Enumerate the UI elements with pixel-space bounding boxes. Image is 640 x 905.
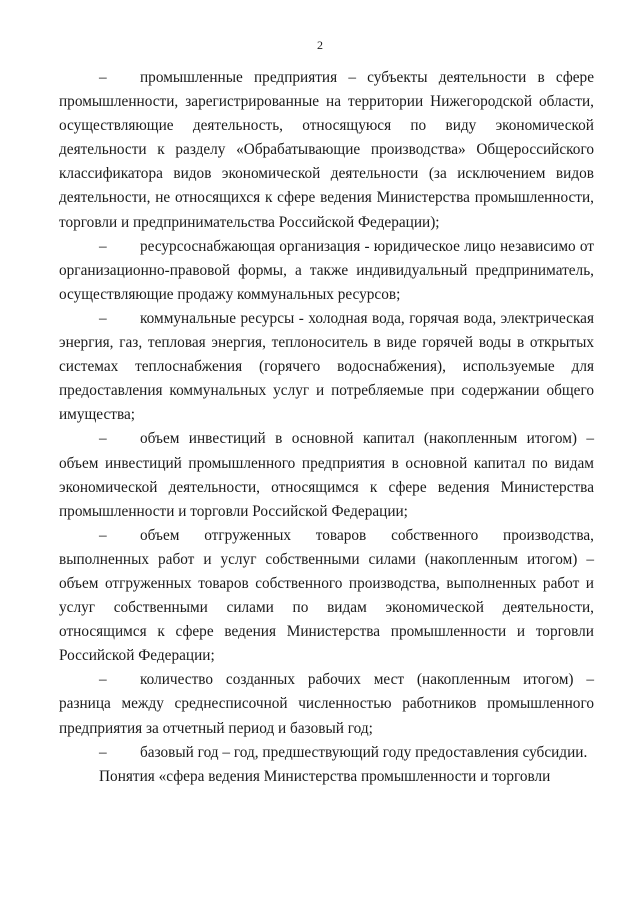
definition-created-jobs (59, 668, 594, 740)
definition-shipped-goods-volume (59, 524, 594, 669)
paragraph-text: объем отгруженных товаров собственного производства, выполненных работ и услуг собственными силами (накопленным итогом) – объем отгруженных товаров собственного производства, выполненных работ и услуг собственными силами по видам экономической деятельности, относящимся к сфере ведения Министерства промышленности и торговли Российской Федерации; (59, 526, 594, 665)
list-dash: – (99, 743, 107, 761)
paragraph-text: базовый год – год, предшествующий году предоставления субсидии. (140, 743, 588, 761)
paragraph-text: коммунальные ресурсы - холодная вода, горячая вода, электрическая энергия, газ, тепловая энергия, теплоноситель в виде горячей воды в открытых системах теплоснабжения (горячего водоснабжения), используемые для предоставления коммунальных услуг и потребляемые при содержании общего имущества; (59, 309, 594, 424)
list-dash: – (99, 430, 107, 448)
definition-communal-resources (59, 307, 594, 427)
list-dash: – (99, 526, 107, 544)
definition-resource-supply-organization (59, 235, 594, 307)
paragraph-text: количество созданных рабочих мест (накопленным итогом) – разница между среднесписочной численностью работников промышленного предприятия за отчетный период и базовый год; (59, 671, 594, 737)
paragraph-text: ресурсоснабжающая организация - юридическое лицо независимо от организационно-правовой формы, а также индивидуальный предприниматель, осуществляющие продажу коммунальных ресурсов; (59, 237, 594, 303)
paragraph-text: Понятия «сфера ведения Министерства промышленности и торговли (99, 767, 551, 785)
list-dash: – (99, 69, 107, 86)
list-dash: – (99, 237, 107, 255)
page-number: 2 (317, 38, 323, 52)
definition-investment-volume (59, 427, 594, 523)
paragraph-text: объем инвестиций в основной капитал (накопленным итогом) – объем инвестиций промышленного предприятия в основной капитал по видам экономической деятельности, относящимся к сфере ведения Министерства промышленности и торговли Российской Федерации; (59, 430, 594, 520)
list-dash: – (99, 671, 107, 689)
list-dash: – (99, 309, 107, 327)
document-body (59, 66, 594, 789)
paragraph-text: промышленные предприятия – субъекты деятельности в сфере промышленности, зарегистрированные на территории Нижегородской области, осуществляющие деятельность, относящуюся по виду экономической деятельности к разделу «Обрабатывающие производства» Общероссийского классификатора видов экономической деятельности (за исключением видов деятельности, не относящихся к сфере ведения Министерства промышленности, торговли и предпринимательства Российской Федерации); (59, 69, 594, 231)
concepts-paragraph (59, 765, 594, 789)
definition-base-year (59, 741, 594, 765)
definition-industrial-enterprises (59, 66, 594, 235)
